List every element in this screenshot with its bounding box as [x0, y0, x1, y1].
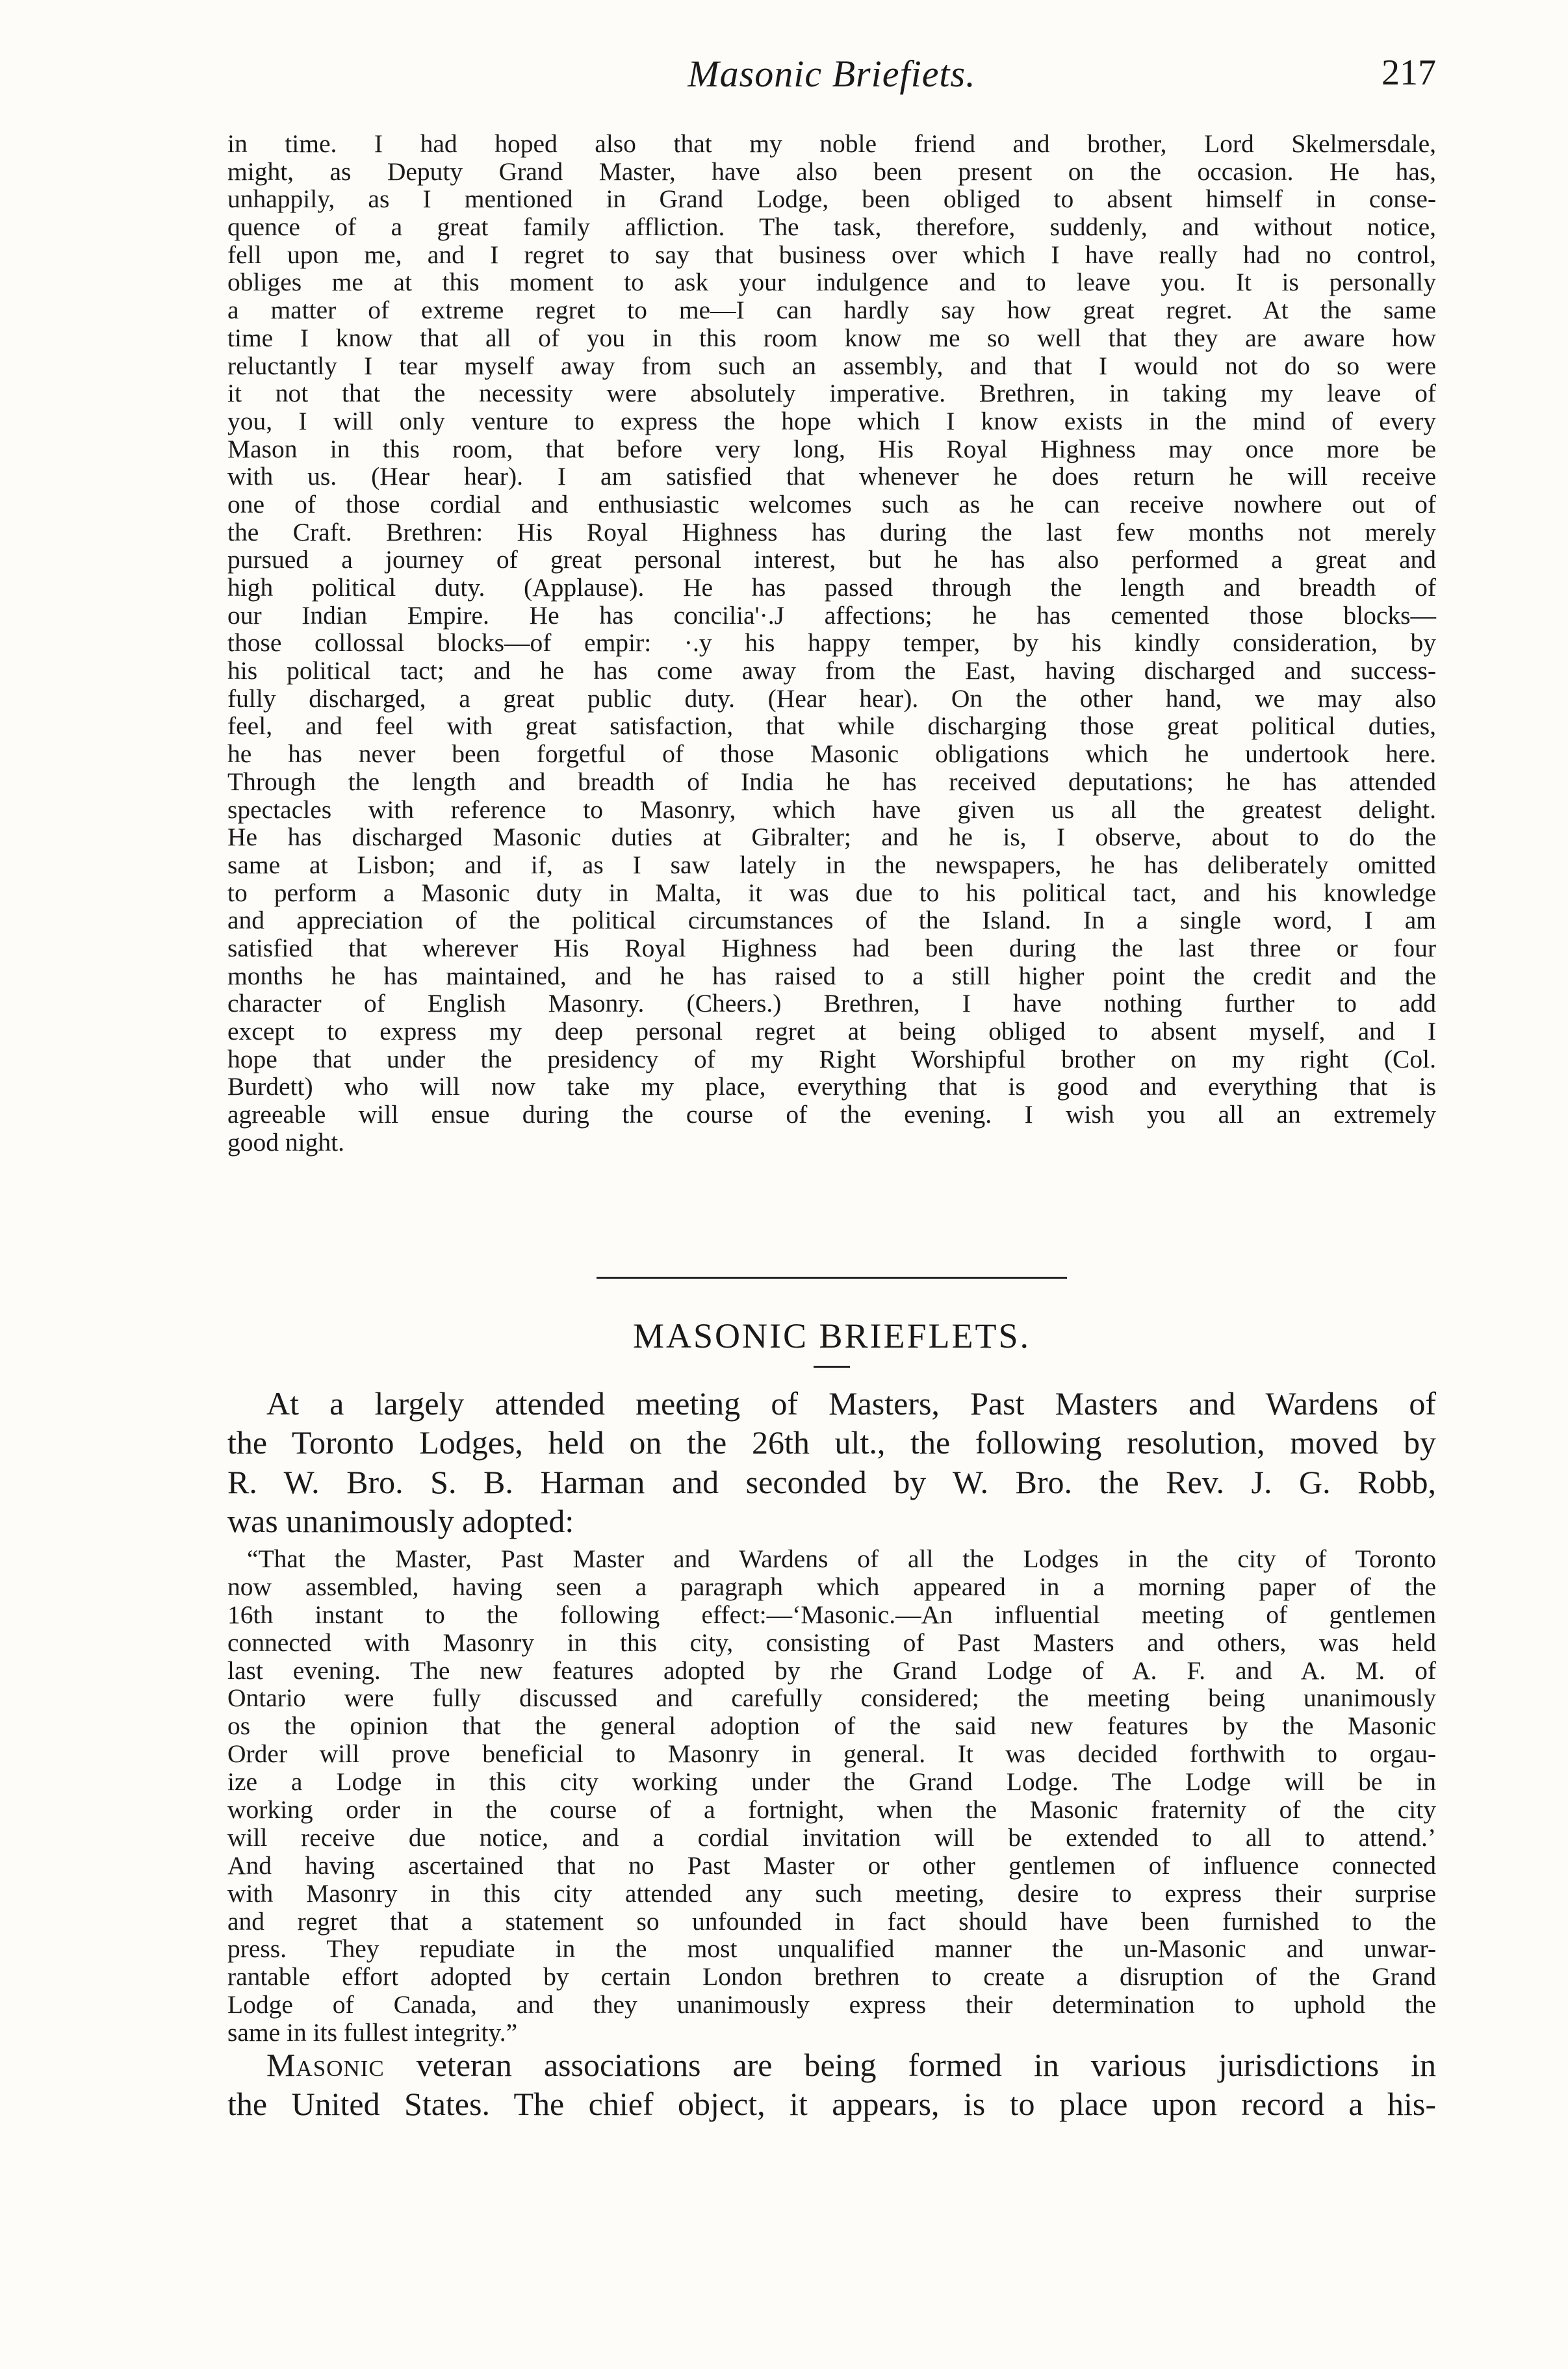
paragraph-line: pursued a journey of great personal interest, but he has also performed a great and: [227, 545, 1436, 574]
paragraph-line: his political tact; and he has come away from the East, having discharged and success-: [227, 656, 1436, 685]
paragraph-line: “That the Master, Past Master and Wardens of all the Lodges in the city of Toronto: [247, 1544, 1436, 1573]
paragraph-line: 16th instant to the following effect:—‘Masonic.—An influential meeting of gentlemen: [227, 1600, 1436, 1629]
paragraph-line: reluctantly I tear myself away from such an assembly, and that I would not do so were: [227, 351, 1436, 380]
paragraph-line: high political duty. (Applause). He has passed through the length and breadth of: [227, 573, 1436, 602]
paragraph-line: with us. (Hear hear). I am satisfied that whenever he does return he will receive: [227, 462, 1436, 491]
resolution-quote: [227, 1545, 1436, 2047]
paragraph-line: unhappily, as I mentioned in Grand Lodge, been obliged to absent himself in conse-: [227, 185, 1436, 214]
paragraph-line: Through the length and breadth of India he has received deputations; he has attended: [227, 767, 1436, 796]
paragraph-line: with Masonry in this city attended any such meeting, desire to express their surprise: [227, 1878, 1436, 1908]
paragraph-line: the United States. The chief object, it appears, is to place upon record a his-: [227, 2086, 1436, 2123]
heading-underline-rule: [814, 1366, 850, 1368]
paragraph-line: hope that under the presidency of my Right Worshipful brother on my right (Col.: [227, 1044, 1436, 1073]
paragraph-line: the Toronto Lodges, held on the 26th ult., the following resolution, moved by: [227, 1424, 1436, 1461]
paragraph-line: now assembled, having seen a paragraph which appeared in a morning paper of the: [227, 1572, 1436, 1601]
paragraph-line: quence of a great family affliction. The task, therefore, suddenly, and without notice,: [227, 212, 1436, 242]
paragraph-line: feel, and feel with great satisfaction, that while discharging those great political duties,: [227, 711, 1436, 741]
paragraph-line: character of English Masonry. (Cheers.) Brethren, I have nothing further to add: [227, 989, 1436, 1018]
speech-paragraph: [227, 130, 1436, 1156]
paragraph-line: will receive due notice, and a cordial invitation will be extended to all to attend.’: [227, 1823, 1436, 1852]
paragraph-line: months he has maintained, and he has raised to a still higher point the credit and the: [227, 961, 1436, 990]
paragraph-line: to perform a Masonic duty in Malta, it was due to his political tact, and his knowledge: [227, 878, 1436, 907]
lead-word: Masonic: [266, 2047, 385, 2083]
paragraph-line: and regret that a statement so unfounded in fact should have been furnished to the: [227, 1906, 1436, 1936]
paragraph-line: time I know that all of you in this room know me so well that they are aware how: [227, 323, 1436, 352]
paragraph-line: you, I will only venture to express the hope which I know exists in the mind of every: [227, 406, 1436, 435]
running-head: [227, 52, 1436, 97]
paragraph-line: He has discharged Masonic duties at Gibralter; and he is, I observe, about to do the: [227, 823, 1436, 852]
paragraph-line: working order in the course of a fortnight, when the Masonic fraternity of the city: [227, 1795, 1436, 1825]
paragraph-line: Order will prove beneficial to Masonry in general. It was decided forthwith to orgau-: [227, 1739, 1436, 1769]
paragraph-line: the Craft. Brethren: His Royal Highness has during the last few months not merely: [227, 517, 1436, 546]
paragraph-line: our Indian Empire. He has concilia'·.J affections; he has cemented those blocks—: [227, 600, 1436, 630]
paragraph-line: spectacles with reference to Masonry, which have given us all the greatest delight.: [227, 795, 1436, 824]
paragraph-line: [227, 2045, 1436, 2084]
paragraph-line: fell upon me, and I regret to say that business over which I have really had no control,: [227, 240, 1436, 269]
paragraph-line: obliges me at this moment to ask your indulgence and to leave you. It is personally: [227, 268, 1436, 297]
intro-paragraph: [227, 1384, 1436, 1541]
paragraph-line: and appreciation of the political circumstances of the Island. In a single word, I am: [227, 906, 1436, 935]
paragraph-line: press. They repudiate in the most unqualified manner the un-Masonic and unwar-: [227, 1934, 1436, 1964]
line-text: veteran associations are being formed in various jurisdictions in: [384, 2047, 1436, 2083]
paragraph-line: Lodge of Canada, and they unanimously express their determination to uphold the: [227, 1990, 1436, 2019]
running-title: Masonic Briefiets.: [688, 53, 976, 95]
veterans-paragraph: [227, 2045, 1436, 2124]
section-divider-rule: [597, 1277, 1067, 1279]
paragraph-line: ize a Lodge in this city working under the Grand Lodge. The Lodge will be in: [227, 1767, 1436, 1797]
paragraph-line: Burdett) who will now take my place, everything that is good and everything that is: [227, 1072, 1436, 1101]
paragraph-line: agreeable will ensue during the course of the evening. I wish you all an extremely: [227, 1100, 1436, 1129]
paragraph-line: connected with Masonry in this city, consisting of Past Masters and others, was held: [227, 1628, 1436, 1657]
paragraph-line: in time. I had hoped also that my noble friend and brother, Lord Skelmersdale,: [227, 129, 1436, 158]
paragraph-line: was unanimously adopted:: [227, 1502, 574, 1539]
paragraph-line: one of those cordial and enthusiastic welcomes such as he can receive nowhere out of: [227, 489, 1436, 519]
paragraph-line: good night.: [227, 1127, 344, 1157]
section-heading: MASONIC BRIEFLETS.: [632, 1316, 1031, 1355]
paragraph-line: same in its fullest integrity.”: [227, 2018, 518, 2047]
paragraph-line: And having ascertained that no Past Master or other gentlemen of influence connected: [227, 1850, 1436, 1880]
paragraph-line: those collossal blocks—of empir: ·.y his happy temper, by his kindly consideration, by: [227, 628, 1436, 658]
paragraph-line: last evening. The new features adopted by rhe Grand Lodge of A. F. and A. M. of: [227, 1656, 1436, 1685]
paragraph-line: rantable effort adopted by certain London brethren to create a disruption of the Grand: [227, 1962, 1436, 1991]
paragraph-line: Ontario were fully discussed and carefully considered; the meeting being unanimously: [227, 1684, 1436, 1713]
paragraph-line: it not that the necessity were absolutely imperative. Brethren, in taking my leave of: [227, 379, 1436, 408]
paragraph-line: might, as Deputy Grand Master, have also been present on the occasion. He has,: [227, 157, 1436, 186]
paragraph-line: a matter of extreme regret to me—I can hardly say how great regret. At the same: [227, 296, 1436, 325]
page-number: 217: [1382, 53, 1436, 93]
paragraph-line: satisfied that wherever His Royal Highness had been during the last three or four: [227, 933, 1436, 962]
paragraph-line: fully discharged, a great public duty. (Hear hear). On the other hand, we may also: [227, 684, 1436, 713]
paragraph-line: he has never been forgetful of those Masonic obligations which he undertook here.: [227, 739, 1436, 769]
paragraph-line: At a largely attended meeting of Masters, Past Masters and Wardens of: [266, 1385, 1436, 1422]
paragraph-line: same at Lisbon; and if, as I saw lately in the newspapers, he has deliberately omitted: [227, 850, 1436, 879]
paragraph-line: R. W. Bro. S. B. Harman and seconded by W. Bro. the Rev. J. G. Robb,: [227, 1463, 1436, 1500]
paragraph-line: except to express my deep personal regret at being obliged to absent myself, and I: [227, 1017, 1436, 1045]
paragraph-line: os the opinion that the general adoption of the said new features by the Masonic: [227, 1711, 1436, 1741]
paragraph-line: Mason in this room, that before very long, His Royal Highness may once more be: [227, 434, 1436, 463]
